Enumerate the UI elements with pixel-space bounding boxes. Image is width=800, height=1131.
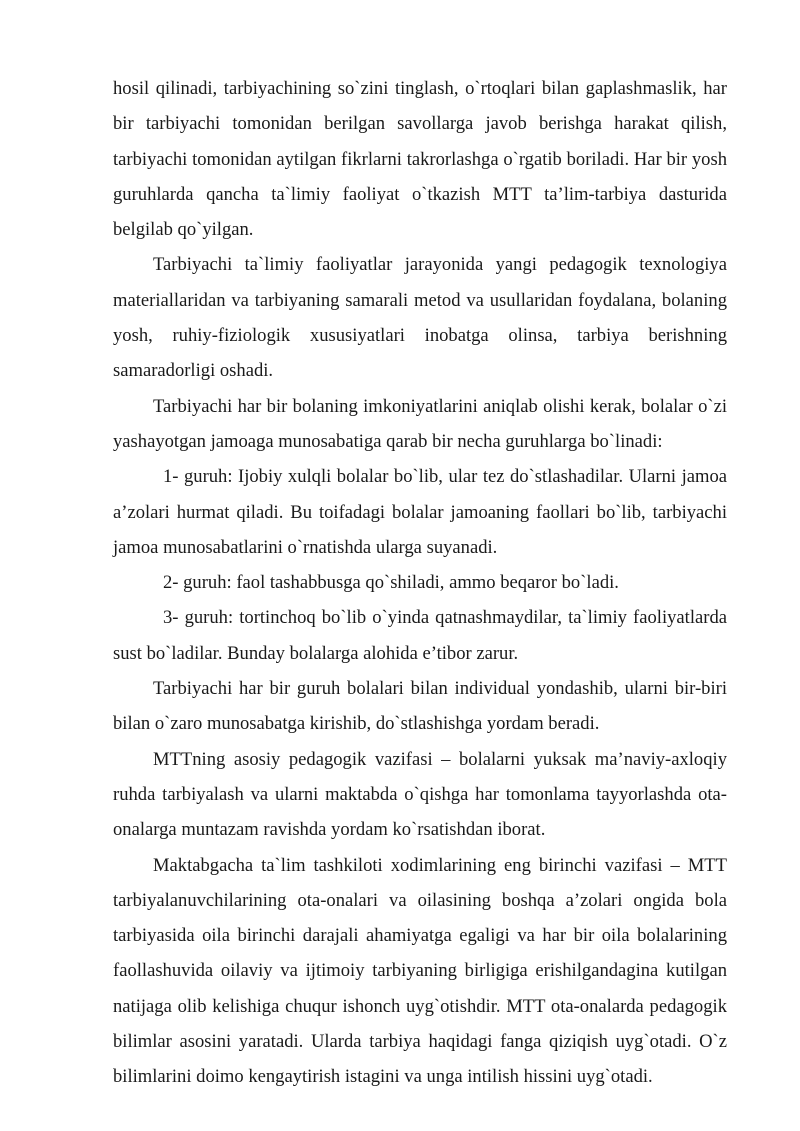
list-item-group-2: 2- guruh: faol tashabbusga qo`shiladi, ammo beqaror bo`ladi. [163,572,619,594]
paragraph-child-groups-intro: Tarbiyachi har bir bolaning imkoniyatlarini aniqlab olishi kerak, bolalar o`zi yashayotgan jamoaga munosabatiga qarab bir necha guruhlarga bo`linadi: [113,395,727,452]
paragraph-main-task: MTTning asosiy pedagogik vazifasi – bolalarni yuksak ma’naviy-axloqiy ruhda tarbiyalash va ularni maktabda o`qishga har tomonlama tayyorlashda ota-onalarga muntazam ravishda yordam ko`rsatishdan iborat. [113,748,727,841]
document-page [113,71,727,1095]
paragraph-teaching-activities: Tarbiyachi ta`limiy faoliyatlar jarayonida yangi pedagogik texnologiya materiallaridan va tarbiyaning samarali metod va usullaridan foydalana, bolaning yosh, ruhiy-fiziologik xususiyatlari inobatga olinsa, tarbiya berishning samaradorligi oshadi. [113,254,727,382]
paragraph-continuation: hosil qilinadi, tarbiyachining so`zini tinglash, o`rtoqlari bilan gaplashmaslik, har bir tarbiyachi tomonidan berilgan savollarga javob berishga harakat qilish, tarbiyachi tomonidan aytilgan fikrlarni takrorlashga o`rgatib boriladi. Har bir yosh guruhlarda qancha ta`limiy faoliyat o`tkazish MTT ta’lim-tarbiya dasturida belgilab qo`yilgan. [113,78,727,241]
paragraph-individual-approach: Tarbiyachi har bir guruh bolalari bilan individual yondashib, ularni bir-biri bilan o`zaro munosabatga kirishib, do`stlashishga yordam beradi. [113,678,727,735]
list-item-group-1: 1- guruh: Ijobiy xulqli bolalar bo`lib, ular tez do`stlashadilar. Ularni jamoa a’zolari hurmat qiladi. Bu toifadagi bolalar jamoaning faollari bo`lib, tarbiyachi jamoa munosabatlarini o`rnatishda ularga suyanadi. [113,466,727,558]
paragraph-staff-task: Maktabgacha ta`lim tashkiloti xodimlarining eng birinchi vazifasi – MTT tarbiyalanuvchilarining ota-onalari va oilasining boshqa a’zolari ongida bola tarbiyasida oila birinchi darajali ahamiyatga egaligi va har bir oila bolalarining faollashuvida oilaviy va ijtimoiy tarbiyaning birligiga erishilgandagina kutilgan natijaga olib kelishiga chuqur ishonch uyg`otishdir. MTT ota-onalarda pedagogik bilimlar asosini yaratadi. Ularda tarbiya haqidagi fanga qiziqish uyg`otadi. O`z bilimlarini doimo kengaytirish istagini va unga intilish hissini uyg`otadi. [113,854,727,1088]
list-item-group-3: 3- guruh: tortinchoq bo`lib o`yinda qatnashmaydilar, ta`limiy faoliyatlarda sust bo`ladilar. Bunday bolalarga alohida e’tibor zarur. [113,607,727,664]
